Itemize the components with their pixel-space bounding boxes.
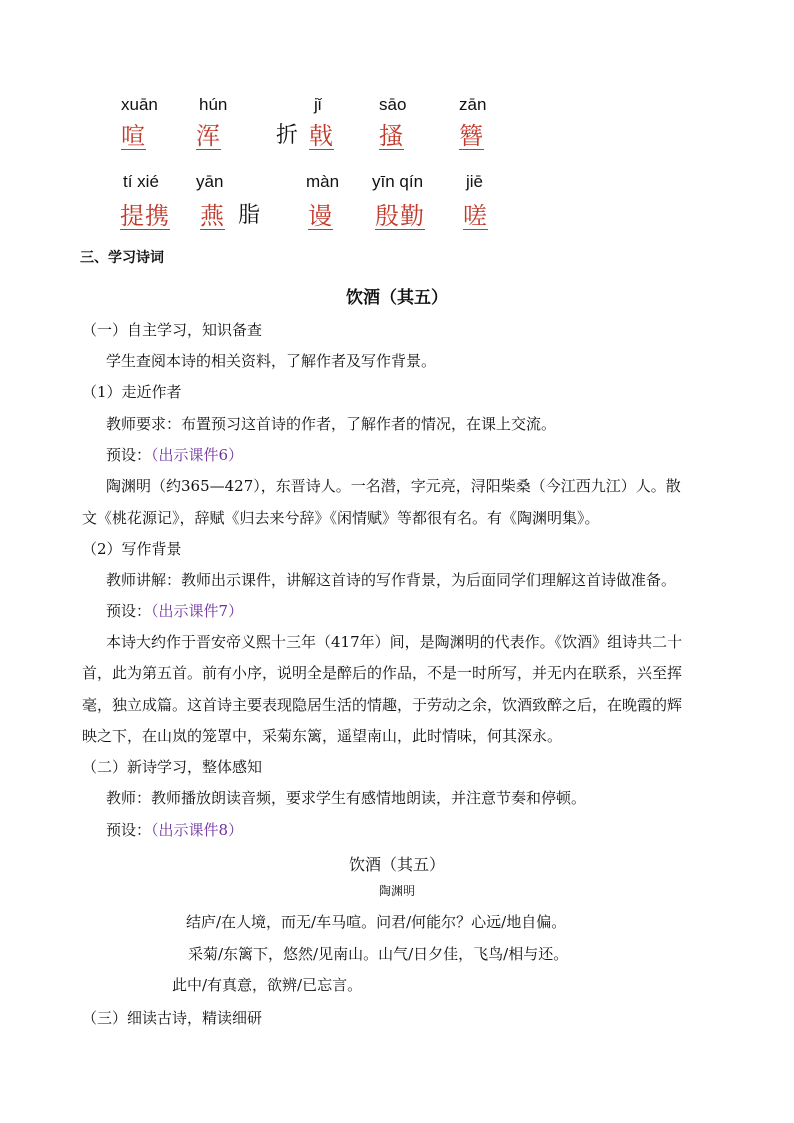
pinyin: yān (196, 172, 224, 191)
preset-label: 预设： (106, 821, 152, 839)
paragraph: 毫，独立成篇。这首诗主要表现隐居生活的情趣，于劳动之余，饮酒致醉之后，在晚霞的辉 (82, 696, 683, 714)
courseware-ref: （出示课件8） (151, 821, 244, 839)
preset-line (106, 820, 243, 840)
pinyin: xuān (121, 95, 158, 114)
poem-title-heading: 饮酒（其五） (346, 288, 448, 308)
paragraph: 文《桃花源记》，辞赋《归去来兮辞》《闲情赋》等都很有名。有《陶渊明集》。 (82, 509, 600, 527)
preset-line (106, 601, 243, 621)
plain-character: 脂 (238, 203, 261, 228)
character: 喧 (121, 122, 146, 150)
paragraph: 陶渊明（约365—427），东晋诗人。一名潜，字元亮，浔阳柴桑（今江西九江）人。散 (106, 477, 681, 495)
character: 簪 (459, 122, 484, 150)
paragraph: 映之下，在山岚的笼罩中，采菊东篱，遥望南山，此时情味，何其深永。 (82, 727, 563, 745)
character: 提携 (120, 202, 170, 230)
pinyin: màn (306, 172, 340, 191)
subsection-heading: （一）自主学习，知识备查 (82, 321, 263, 339)
character: 殷勤 (375, 202, 425, 230)
courseware-ref: （出示课件7） (151, 602, 244, 620)
plain-character: 折 (276, 123, 299, 148)
pinyin: zān (459, 95, 487, 114)
poem-line: 结庐/在人境，而无/车马喧。问君/何能尔？心远/地自偏。 (186, 913, 567, 931)
character: 搔 (379, 122, 404, 150)
subsection-heading: （2）写作背景 (82, 540, 182, 558)
pinyin: jiē (466, 172, 484, 191)
poem-line: 采菊/东篱下，悠然/见南山。山气/日夕佳，飞鸟/相与还。 (188, 945, 569, 963)
character: 嗟 (463, 202, 488, 230)
paragraph: 首，此为第五首。前有小序，说明全是醉后的作品，不是一时所写，并无内在联系，兴至挥 (82, 664, 683, 682)
pinyin: yīn qín (372, 172, 424, 191)
preset-line (106, 445, 243, 465)
character: 戟 (309, 122, 334, 150)
subsection-heading: （二）新诗学习，整体感知 (82, 758, 263, 776)
subsection-heading: （三）细读古诗，精读细研 (82, 1009, 263, 1027)
character: 浑 (196, 122, 221, 150)
pinyin: hún (199, 95, 228, 114)
paragraph: 本诗大约作于晋安帝义熙十三年（417年）间，是陶渊明的代表作。《饮酒》组诗共二十 (106, 633, 683, 651)
subsection-heading: （1）走近作者 (82, 383, 182, 401)
poem-author: 陶渊明 (378, 884, 415, 898)
pinyin: jǐ (314, 95, 322, 114)
character: 谩 (308, 202, 333, 230)
paragraph: 教师讲解：教师出示课件，讲解这首诗的写作背景，为后面同学们理解这首诗做准备。 (106, 571, 677, 589)
courseware-ref: （出示课件6） (151, 446, 244, 464)
paragraph: 教师：教师播放朗读音频，要求学生有感情地朗读，并注意节奏和停顿。 (106, 789, 587, 807)
preset-label: 预设： (106, 602, 152, 620)
poem-title: 饮酒（其五） (348, 855, 445, 874)
pinyin: sāo (379, 95, 407, 114)
section-heading: 三、学习诗词 (80, 250, 164, 266)
paragraph: 教师要求：布置预习这首诗的作者，了解作者的情况，在课上交流。 (106, 415, 557, 433)
paragraph: 学生查阅本诗的相关资料，了解作者及写作背景。 (106, 352, 437, 370)
poem-line: 此中/有真意，欲辨/已忘言。 (172, 976, 363, 994)
character: 燕 (200, 202, 225, 230)
pinyin: tí xié (123, 172, 159, 191)
preset-label: 预设： (106, 446, 152, 464)
